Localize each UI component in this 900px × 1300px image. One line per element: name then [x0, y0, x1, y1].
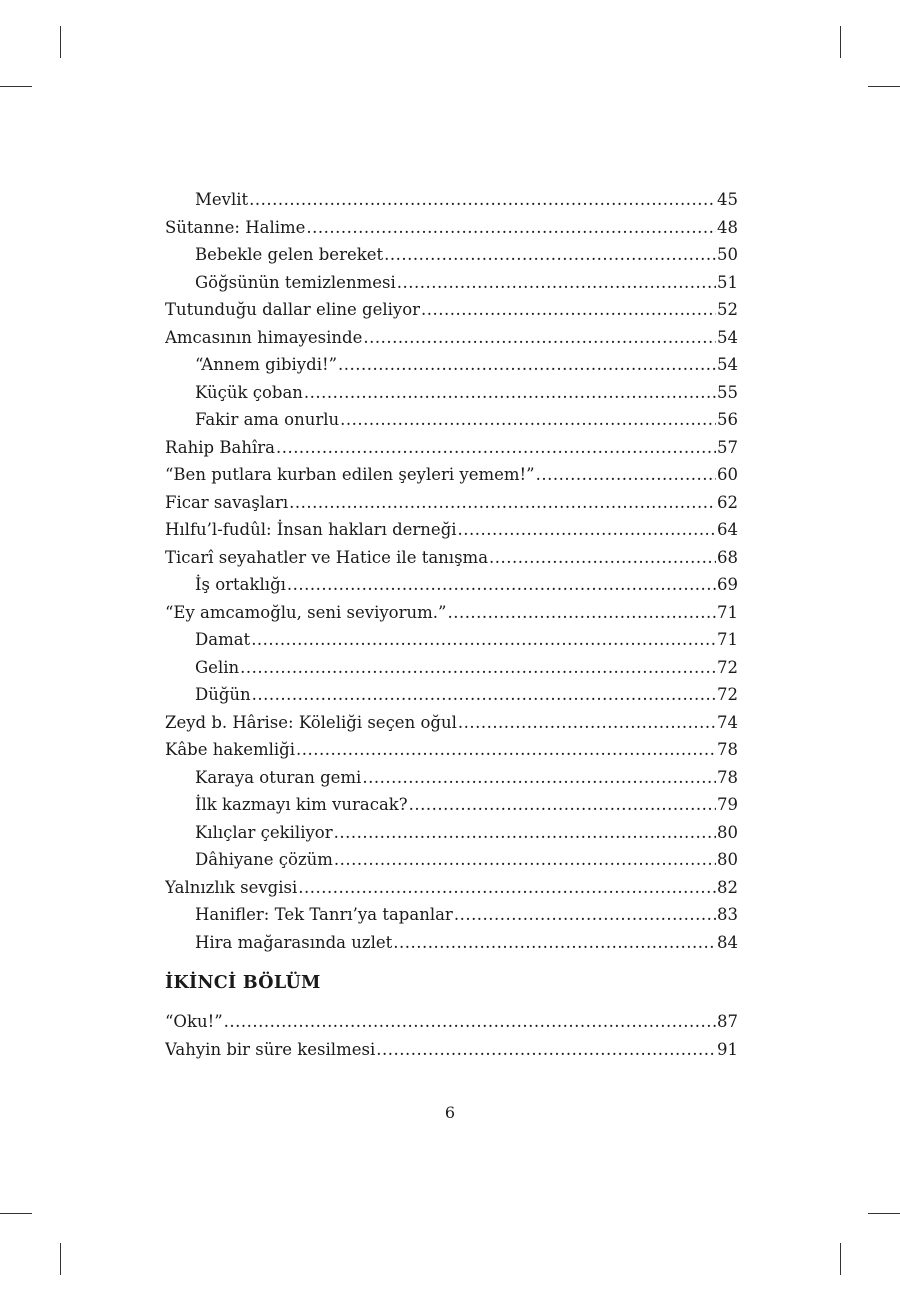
toc-entry-title: Sütanne: Halime [165, 217, 306, 237]
toc-leader-dots [251, 626, 716, 654]
toc-entry [165, 324, 738, 352]
crop-mark-bottom-left-vertical [60, 1243, 61, 1275]
crop-mark-top-right-vertical [840, 26, 841, 58]
toc-entry [165, 214, 738, 242]
toc-entry [165, 846, 738, 874]
toc-entry-page: 62 [717, 492, 738, 512]
toc-entry [165, 1008, 738, 1036]
toc-entry-page: 80 [717, 822, 738, 842]
toc-leader-dots [421, 296, 716, 324]
toc-leader-dots [306, 214, 716, 242]
toc-entry-title: Bebekle gelen bereket [195, 245, 384, 264]
toc-entry-title: Zeyd b. Hârise: Köleliği seçen oğul [165, 712, 457, 732]
toc-leader-dots [249, 186, 716, 214]
toc-leader-dots [298, 874, 716, 902]
toc-entry-title: Ficar savaşları [165, 492, 289, 512]
toc-entry [165, 1036, 738, 1064]
toc-entry [165, 516, 738, 544]
toc-leader-dots [338, 351, 716, 379]
toc-entry [165, 544, 738, 572]
toc-entry-page: 68 [717, 547, 738, 567]
toc-entry-title: “Oku!” [165, 1012, 223, 1031]
toc-entry-title: Damat [195, 630, 251, 649]
toc-entry-page: 50 [717, 245, 738, 264]
toc-leader-dots [363, 324, 716, 352]
crop-mark-top-left-horizontal [0, 86, 32, 87]
toc-entry-page: 55 [717, 382, 738, 402]
toc-leader-dots [240, 654, 716, 682]
toc-entry-page: 74 [717, 712, 738, 732]
toc-entry [165, 654, 738, 682]
toc-list-part1 [165, 186, 738, 956]
toc-leader-dots [252, 681, 716, 709]
toc-leader-dots [376, 1036, 716, 1064]
toc-entry-page: 84 [717, 932, 738, 952]
toc-entry-page: 45 [717, 190, 738, 209]
toc-list-part2 [165, 1008, 738, 1063]
toc-entry-title: Küçük çoban [195, 382, 303, 402]
page-number: 6 [444, 1103, 456, 1122]
toc-entry-page: 82 [717, 877, 738, 897]
toc-entry-title: Rahip Bahîra [165, 437, 275, 457]
toc-entry-title: “Ey amcamoğlu, seni seviyorum.” [165, 602, 447, 622]
toc-entry-title: Fakir ama onurlu [195, 410, 340, 429]
toc-entry-page: 69 [717, 575, 738, 594]
toc-entry-page: 56 [717, 410, 738, 429]
crop-mark-bottom-right-horizontal [868, 1213, 900, 1214]
toc-entry-page: 71 [717, 630, 738, 649]
toc-entry [165, 434, 738, 462]
toc-entry [165, 901, 738, 929]
toc-entry-title: Yalnızlık sevgisi [165, 877, 298, 897]
toc-entry-page: 52 [717, 300, 738, 319]
toc-entry-title: Kâbe hakemliği [165, 740, 296, 759]
toc-leader-dots [489, 544, 716, 572]
toc-leader-dots [340, 406, 716, 434]
toc-entry-page: 80 [717, 850, 738, 869]
toc-entry [165, 186, 738, 214]
toc-leader-dots [224, 1008, 716, 1036]
toc-entry [165, 709, 738, 737]
toc-entry-title: Vahyin bir süre kesilmesi [165, 1039, 376, 1059]
toc-entry [165, 296, 738, 324]
toc-entry-title: Dâhiyane çözüm [195, 850, 333, 869]
toc-entry [165, 599, 738, 627]
toc-leader-dots [296, 736, 716, 764]
toc-entry [165, 489, 738, 517]
toc-entry-page: 60 [717, 465, 738, 484]
toc-entry [165, 461, 738, 489]
toc-entry-page: 72 [717, 657, 738, 677]
toc-entry [165, 681, 738, 709]
toc-entry-title: İş ortaklığı [195, 575, 286, 594]
toc-entry [165, 269, 738, 297]
toc-entry-title: İlk kazmayı kim vuracak? [195, 795, 408, 814]
toc-entry-title: Amcasının himayesinde [165, 327, 363, 347]
toc-leader-dots [304, 379, 716, 407]
toc-entry-title: Gelin [195, 657, 240, 677]
toc-entry-page: 57 [717, 437, 738, 457]
toc-leader-dots [536, 461, 716, 489]
toc-entry-page: 64 [717, 520, 738, 539]
toc-leader-dots [384, 241, 716, 269]
toc-entry-page: 54 [717, 327, 738, 347]
toc-entry [165, 736, 738, 764]
crop-mark-top-right-horizontal [868, 86, 900, 87]
toc-entry-page: 51 [717, 272, 738, 292]
toc-entry [165, 241, 738, 269]
toc-leader-dots [447, 599, 716, 627]
toc-entry-page: 91 [717, 1039, 738, 1059]
toc-entry-page: 79 [717, 795, 738, 814]
toc-entry-page: 54 [717, 355, 738, 374]
toc-entry [165, 351, 738, 379]
toc-entry-page: 78 [717, 767, 738, 787]
toc-entry-title: Mevlit [195, 190, 249, 209]
toc-entry-page: 78 [717, 740, 738, 759]
crop-mark-top-left-vertical [60, 26, 61, 58]
toc-entry-title: Karaya oturan gemi [195, 767, 362, 787]
toc-entry [165, 626, 738, 654]
toc-leader-dots [334, 846, 716, 874]
toc-entry-title: “Ben putlara kurban edilen şeyleri yemem!” [165, 465, 535, 484]
toc-leader-dots [458, 709, 716, 737]
toc-entry-page: 71 [717, 602, 738, 622]
section-heading: İKİNCİ BÖLÜM [165, 973, 321, 993]
toc-leader-dots [334, 819, 716, 847]
toc-entry [165, 819, 738, 847]
toc-entry-title: “Annem gibiydi!” [195, 355, 338, 374]
toc-entry-title: Ticarî seyahatler ve Hatice ile tanışma [165, 547, 489, 567]
toc-entry [165, 874, 738, 902]
toc-entry-title: Hılfu’l-fudûl: İnsan hakları derneği [165, 520, 457, 539]
toc-entry-title: Düğün [195, 685, 251, 704]
toc-entry-page: 87 [717, 1012, 738, 1031]
toc-entry-title: Göğsünün temizlenmesi [195, 272, 396, 292]
toc-leader-dots [409, 791, 716, 819]
toc-entry-title: Tutunduğu dallar eline geliyor [165, 300, 421, 319]
toc-leader-dots [458, 516, 716, 544]
crop-mark-bottom-left-horizontal [0, 1213, 32, 1214]
crop-mark-bottom-right-vertical [840, 1243, 841, 1275]
toc-entry [165, 379, 738, 407]
toc-entry-page: 83 [717, 905, 738, 924]
toc-leader-dots [287, 571, 716, 599]
toc-entry [165, 571, 738, 599]
toc-entry [165, 791, 738, 819]
toc-leader-dots [393, 929, 716, 957]
toc-entry-title: Hira mağarasında uzlet [195, 932, 393, 952]
toc-entry-page: 48 [717, 217, 738, 237]
toc-leader-dots [397, 269, 716, 297]
toc-leader-dots [289, 489, 716, 517]
toc-entry [165, 929, 738, 957]
toc-entry-page: 72 [717, 685, 738, 704]
table-of-contents [165, 186, 738, 1063]
toc-leader-dots [362, 764, 716, 792]
toc-entry [165, 406, 738, 434]
toc-leader-dots [276, 434, 716, 462]
toc-entry [165, 764, 738, 792]
toc-entry-title: Kılıçlar çekiliyor [195, 822, 333, 842]
toc-leader-dots [454, 901, 716, 929]
toc-entry-title: Hanifler: Tek Tanrı’ya tapanlar [195, 905, 453, 924]
